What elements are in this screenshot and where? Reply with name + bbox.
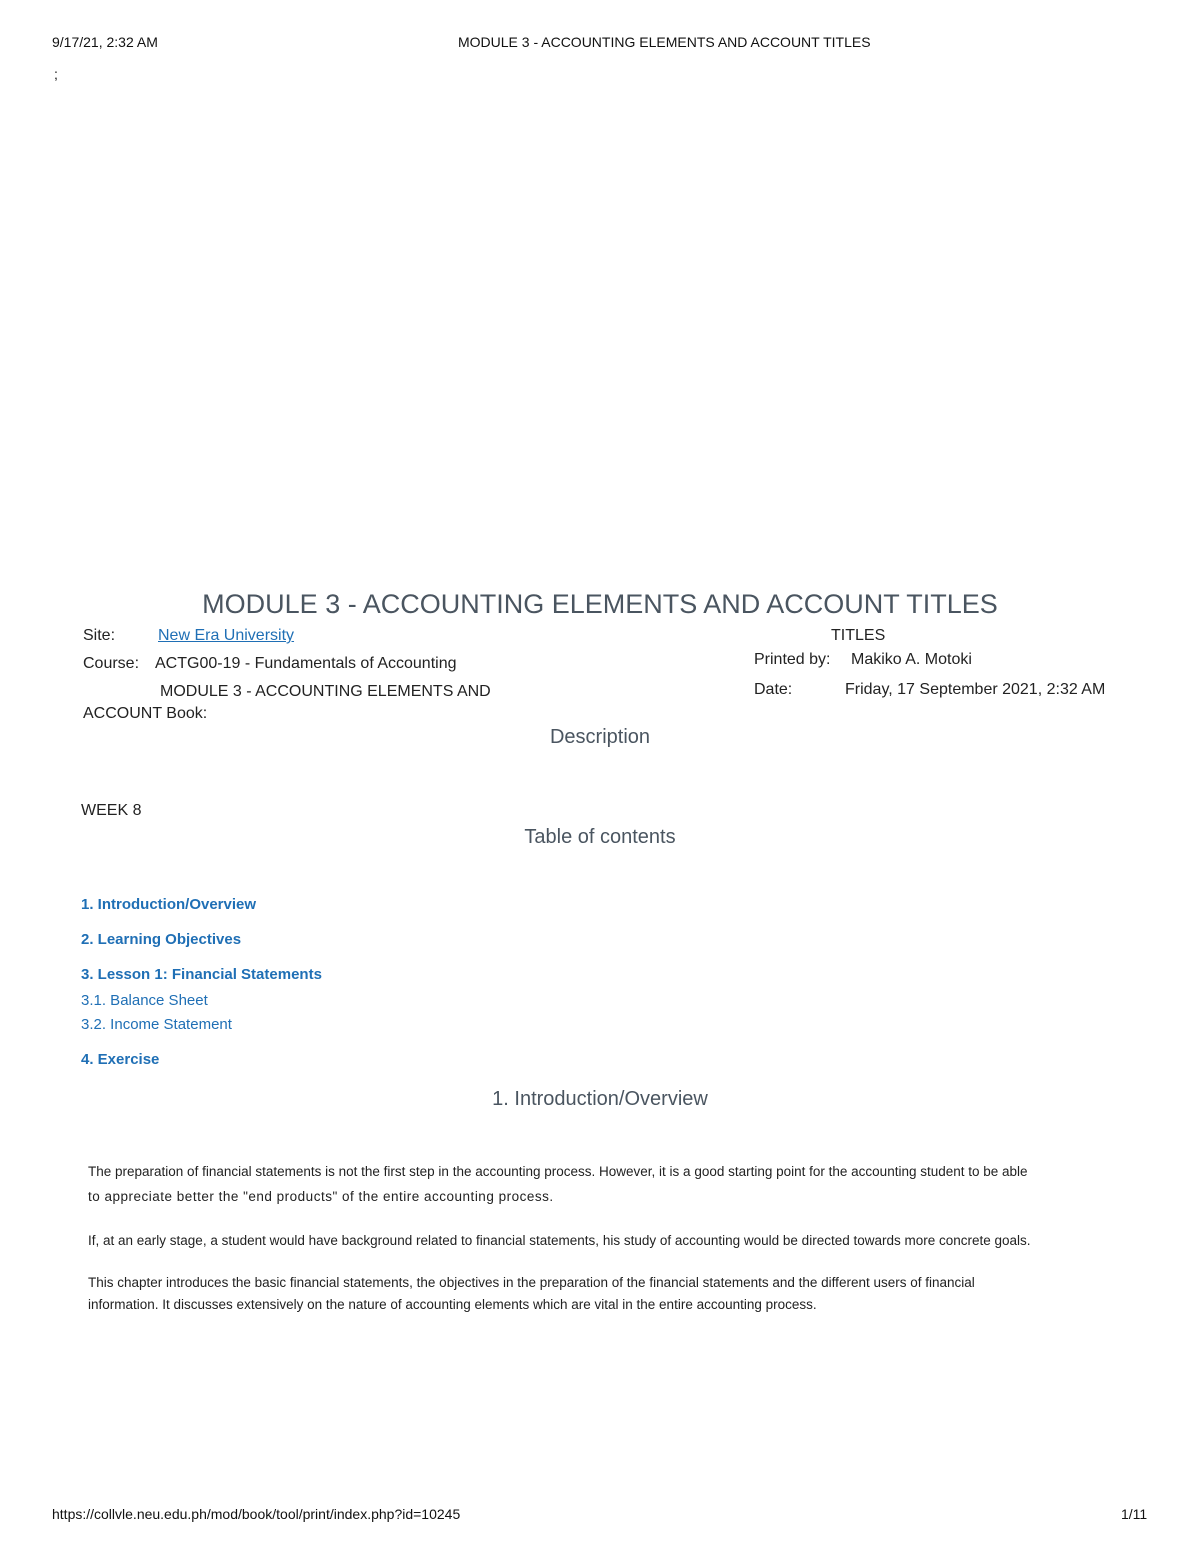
intro-paragraph-3-line-1: This chapter introduces the basic financial statements, the objectives in the preparation of the financial statements and the different users of financial — [88, 1275, 975, 1290]
intro-paragraph-2: If, at an early stage, a student would have background related to financial statements, his study of accounting would be directed towards more concrete goals. — [88, 1233, 1031, 1248]
print-datetime: 9/17/21, 2:32 AM — [52, 34, 158, 50]
toc-item-lesson-1[interactable]: 3. Lesson 1: Financial Statements — [81, 966, 322, 983]
book-name-line1: MODULE 3 - ACCOUNTING ELEMENTS AND — [160, 683, 491, 700]
course-label: Course: — [83, 655, 140, 672]
toc-item-balance-sheet[interactable]: 3.1. Balance Sheet — [81, 992, 208, 1009]
description-text: WEEK 8 — [81, 802, 142, 819]
print-page-title: MODULE 3 - ACCOUNTING ELEMENTS AND ACCOUNT TITLES — [458, 34, 871, 50]
site-label: Site: — [83, 627, 116, 644]
intro-paragraph-1-line-1: The preparation of financial statements is not the first step in the accounting process. However, it is a good starting point for the accounting student to be able — [88, 1164, 1028, 1179]
toc-item-exercise[interactable]: 4. Exercise — [81, 1051, 160, 1068]
intro-paragraph-3-line-2: information. It discusses extensively on the nature of accounting elements which are vital in the entire accounting process. — [88, 1297, 817, 1312]
book-title: MODULE 3 - ACCOUNTING ELEMENTS AND ACCOUNT TITLES — [202, 589, 998, 619]
intro-paragraph-1 — [88, 1159, 1148, 1209]
course-value: ACTG00-19 - Fundamentals of Accounting — [155, 655, 457, 672]
toc-item-income-statement[interactable]: 3.2. Income Statement — [81, 1016, 232, 1033]
header-marker: ; — [54, 66, 58, 82]
intro-paragraph-3 — [88, 1270, 1148, 1315]
toc-item-learning-objectives[interactable]: 2. Learning Objectives — [81, 931, 242, 948]
book-title-overflow: TITLES — [831, 627, 886, 644]
toc-item-introduction[interactable]: 1. Introduction/Overview — [81, 896, 257, 913]
print-url: https://collvle.neu.edu.ph/mod/book/tool/print/index.php?id=10245 — [52, 1506, 461, 1522]
intro-heading: 1. Introduction/Overview — [492, 1088, 708, 1110]
book-name-line2: ACCOUNT Book: — [83, 705, 208, 722]
page-number: 1/11 — [1121, 1506, 1148, 1522]
printed-by-value: Makiko A. Motoki — [851, 651, 972, 668]
date-label: Date: — [754, 681, 793, 698]
date-value: Friday, 17 September 2021, 2:32 AM — [845, 681, 1106, 698]
description-heading: Description — [549, 726, 651, 748]
intro-paragraph-1-line-2: to appreciate better the "end products" of the entire accounting process. — [88, 1189, 554, 1204]
site-link[interactable]: New Era University — [158, 627, 295, 644]
toc-heading: Table of contents — [524, 826, 676, 848]
printed-by-label: Printed by: — [754, 651, 831, 668]
